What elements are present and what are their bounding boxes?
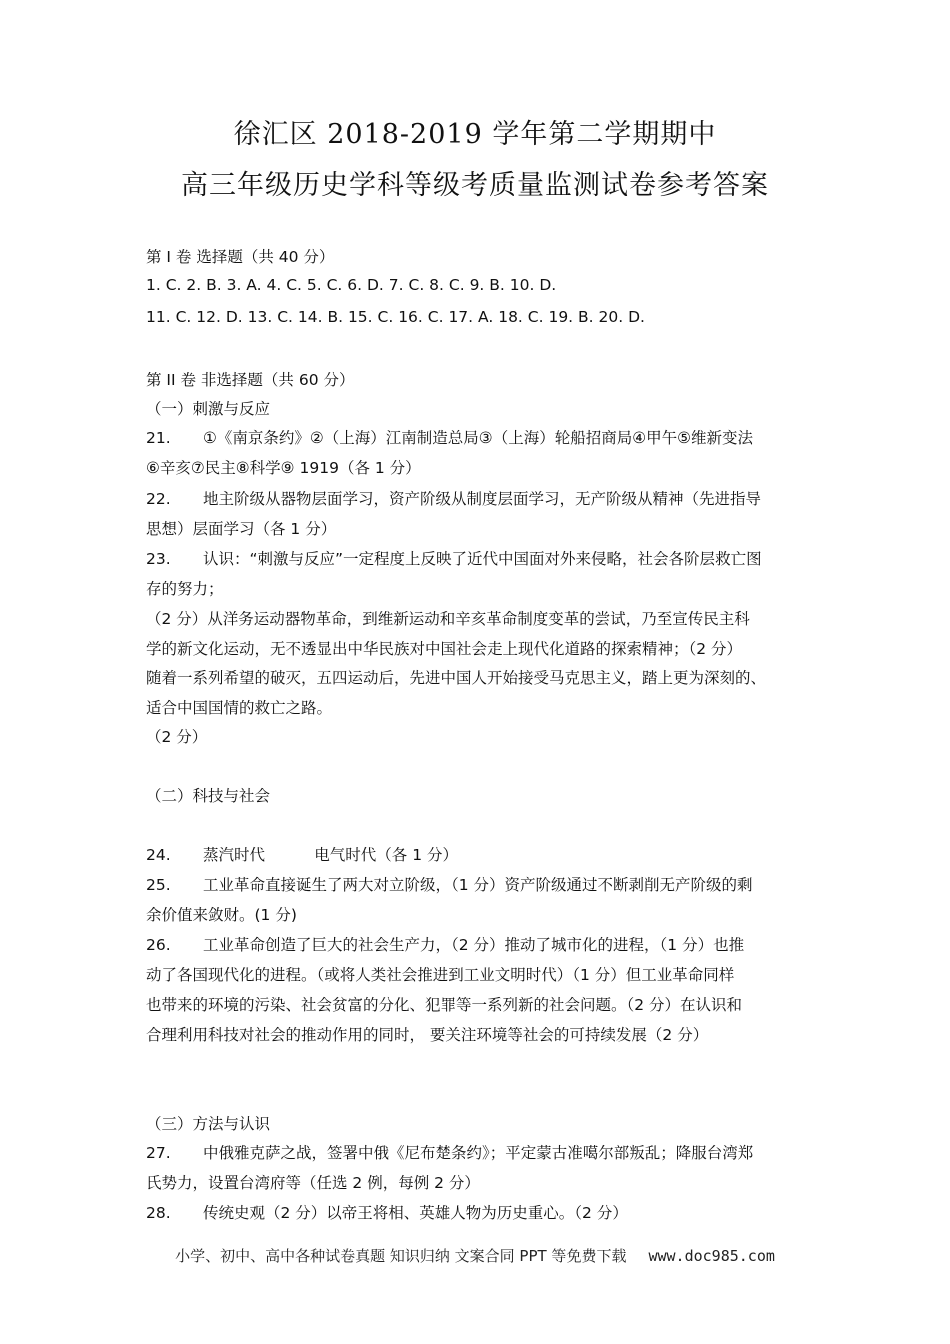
- page-footer: [0, 1245, 950, 1266]
- q22-number: 22.: [146, 490, 171, 508]
- footer-url[interactable]: www.doc985.com: [648, 1247, 775, 1265]
- q25-number: 25.: [146, 876, 171, 894]
- part2-heading: 第 II 卷 非选择题（共 60 分）: [146, 371, 355, 389]
- q21-answer-line1: ①《南京条约》②（上海）江南制造总局③（上海）轮船招商局④甲午⑤维新变法: [203, 429, 753, 447]
- q26-answer-line2: 动了各国现代化的进程。（或将人类社会推进到工业文明时代）（1 分）但工业革命同样: [146, 966, 735, 984]
- q23-answer-line4: 学的新文化运动，无不透显出中华民族对中国社会走上现代化道路的探索精神；（2 分）: [146, 640, 743, 658]
- q24-number: 24.: [146, 846, 171, 864]
- answers-row-1: 1. C. 2. B. 3. A. 4. C. 5. C. 6. D. 7. C. 8. C. 9. B. 10. D.: [146, 276, 557, 294]
- q22-answer-line1: 地主阶级从器物层面学习，资产阶级从制度层面学习，无产阶级从精神（先进指导: [203, 490, 762, 508]
- q24: [146, 843, 458, 865]
- part1-heading: 第 I 卷 选择题（共 40 分）: [146, 248, 335, 266]
- section2-heading: （二）科技与社会: [146, 787, 271, 805]
- document-title-line2: 高三年级历史学科等级考质量监测试卷参考答案: [181, 170, 769, 201]
- answers-row-2: 11. C. 12. D. 13. C. 14. B. 15. C. 16. C. 17. A. 18. C. 19. B. 20. D.: [146, 308, 645, 326]
- footer-text: 小学、初中、高中各种试卷真题 知识归纳 文案合同 PPT 等免费下载: [175, 1247, 627, 1265]
- section3-heading: （三）方法与认识: [146, 1115, 271, 1133]
- q21: [146, 426, 753, 448]
- q23-number: 23.: [146, 550, 171, 568]
- q21-answer-line2: ⑥辛亥⑦民主⑧科学⑨ 1919（各 1 分）: [146, 459, 421, 477]
- q28-number: 28.: [146, 1204, 171, 1222]
- q26-number: 26.: [146, 936, 171, 954]
- q23-answer-line5: 随着一系列希望的破灭，五四运动后，先进中国人开始接受马克思主义，踏上更为深刻的、: [146, 669, 767, 687]
- q26: [146, 933, 744, 955]
- q23-answer-line3: （2 分）从洋务运动器物革命，到维新运动和辛亥革命制度变革的尝试，乃至宣传民主科: [146, 610, 750, 628]
- q26-answer-line1: 工业革命创造了巨大的社会生产力，（2 分）推动了城市化的进程，（1 分）也推: [203, 936, 745, 954]
- q26-answer-line3: 也带来的环境的污染、社会贫富的分化、犯罪等一系列新的社会问题。（2 分）在认识和: [146, 996, 743, 1014]
- q23-answer-line7: （2 分）: [146, 728, 208, 746]
- q23-answer-line2: 存的努力；: [146, 580, 224, 598]
- section1-heading: （一）刺激与反应: [146, 400, 271, 418]
- q25-answer-line2: 余价值来敛财。(1 分): [146, 906, 297, 924]
- q27-answer-line1: 中俄雅克萨之战，签署中俄《尼布楚条约》；平定蒙古准噶尔部叛乱；降服台湾郑: [203, 1144, 754, 1162]
- q26-answer-line4: 合理利用科技对社会的推动作用的同时， 要关注环境等社会的可持续发展（2 分）: [146, 1026, 709, 1044]
- q27-answer-line2: 氏势力，设置台湾府等（任选 2 例，每例 2 分）: [146, 1174, 480, 1192]
- q21-number: 21.: [146, 429, 171, 447]
- q23-answer-line1: 认识：“刺激与反应”一定程度上反映了近代中国面对外来侵略，社会各阶层救亡图: [203, 550, 762, 568]
- q27: [146, 1141, 753, 1163]
- q27-number: 27.: [146, 1144, 171, 1162]
- q23: [146, 547, 762, 569]
- q28: [146, 1201, 628, 1223]
- q24-answer-line1: 蒸汽时代 电气时代（各 1 分）: [203, 846, 458, 864]
- q25: [146, 873, 753, 895]
- document-title-line1: 徐汇区 2018-2019 学年第二学期期中: [233, 119, 717, 150]
- q22: [146, 487, 761, 509]
- q28-answer-line1: 传统史观（2 分）以帝王将相、英雄人物为历史重心。（2 分）: [203, 1204, 628, 1222]
- q23-answer-line6: 适合中国国情的救亡之路。: [146, 699, 333, 717]
- q25-answer-line1: 工业革命直接诞生了两大对立阶级，（1 分）资产阶级通过不断剥削无产阶级的剩: [203, 876, 753, 894]
- q22-answer-line2: 思想）层面学习（各 1 分）: [146, 520, 337, 538]
